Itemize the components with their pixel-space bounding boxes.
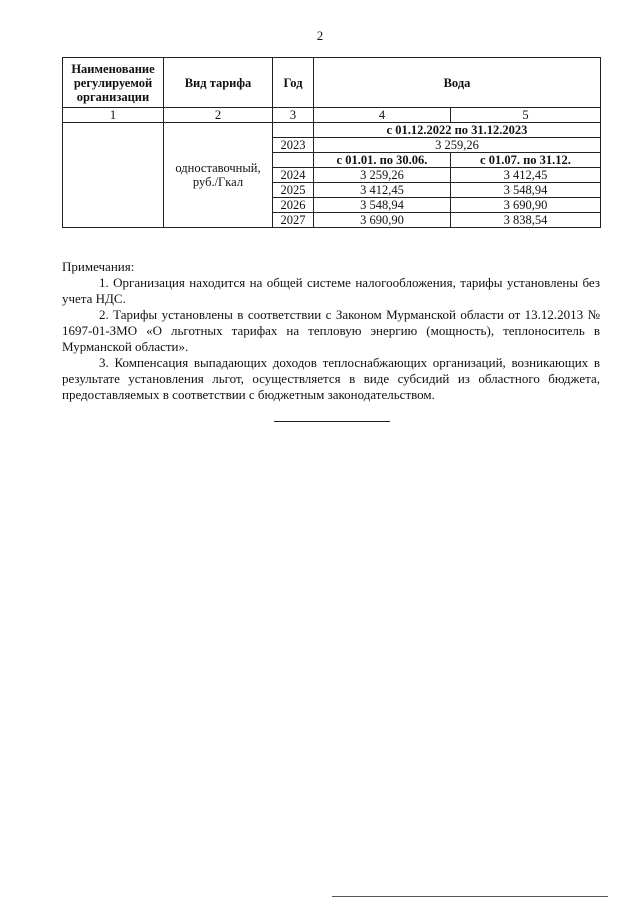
page-number: 2 bbox=[316, 28, 324, 43]
value-cell: 3 412,45 bbox=[451, 168, 601, 183]
year-cell: 2024 bbox=[273, 168, 314, 183]
column-number: 5 bbox=[451, 108, 601, 123]
tariff-table bbox=[62, 57, 601, 228]
column-number: 4 bbox=[314, 108, 451, 123]
column-number: 1 bbox=[63, 108, 164, 123]
half-header-second: с 01.07. по 31.12. bbox=[451, 153, 601, 168]
column-numbers-row bbox=[63, 108, 601, 123]
value-cell: 3 690,90 bbox=[314, 213, 451, 228]
header-water: Вода bbox=[314, 58, 601, 108]
empty-year-cell bbox=[273, 153, 314, 168]
half-header-first: с 01.01. по 30.06. bbox=[314, 153, 451, 168]
header-tariff-type: Вид тарифа bbox=[164, 58, 273, 108]
note-item: 1. Организация находится на общей системе налогообложения, тарифы установлены без учета НДС. bbox=[62, 275, 600, 306]
notes-section bbox=[62, 259, 600, 403]
period-row bbox=[63, 123, 601, 138]
year-cell: 2027 bbox=[273, 213, 314, 228]
org-cell bbox=[63, 123, 164, 228]
notes-title: Примечания: bbox=[62, 259, 135, 274]
year-cell: 2025 bbox=[273, 183, 314, 198]
value-cell: 3 259,26 bbox=[314, 168, 451, 183]
year-cell: 2026 bbox=[273, 198, 314, 213]
header-row bbox=[63, 58, 601, 108]
value-cell: 3 259,26 bbox=[314, 138, 601, 153]
column-number: 2 bbox=[164, 108, 273, 123]
value-cell: 3 690,90 bbox=[451, 198, 601, 213]
empty-year-cell bbox=[273, 123, 314, 138]
column-number: 3 bbox=[273, 108, 314, 123]
note-item: 2. Тарифы установлены в соответствии с Законом Мурманской области от 13.12.2013 № 1697-01-ЗМО «О льготных тарифах на тепловую энергию (мощность), теплоноситель в Мурманской области». bbox=[62, 307, 600, 354]
bottom-rule bbox=[332, 896, 608, 897]
value-cell: 3 412,45 bbox=[314, 183, 451, 198]
header-year: Год bbox=[273, 58, 314, 108]
year-cell: 2023 bbox=[273, 138, 314, 153]
value-cell: 3 548,94 bbox=[314, 198, 451, 213]
end-divider bbox=[274, 421, 390, 422]
note-item: 3. Компенсация выпадающих доходов теплоснабжающих организаций, возникающих в результате установления льгот, осуществляется в виде субсидий из областного бюджета, предоставляемых в соответствии с бюджетным законодательством. bbox=[62, 355, 600, 402]
value-cell: 3 838,54 bbox=[451, 213, 601, 228]
header-org: Наименование регулируемой организации bbox=[63, 58, 164, 108]
period-2023: с 01.12.2022 по 31.12.2023 bbox=[314, 123, 601, 138]
value-cell: 3 548,94 bbox=[451, 183, 601, 198]
tariff-type-cell: одноставочный, руб./Гкал bbox=[164, 123, 273, 228]
